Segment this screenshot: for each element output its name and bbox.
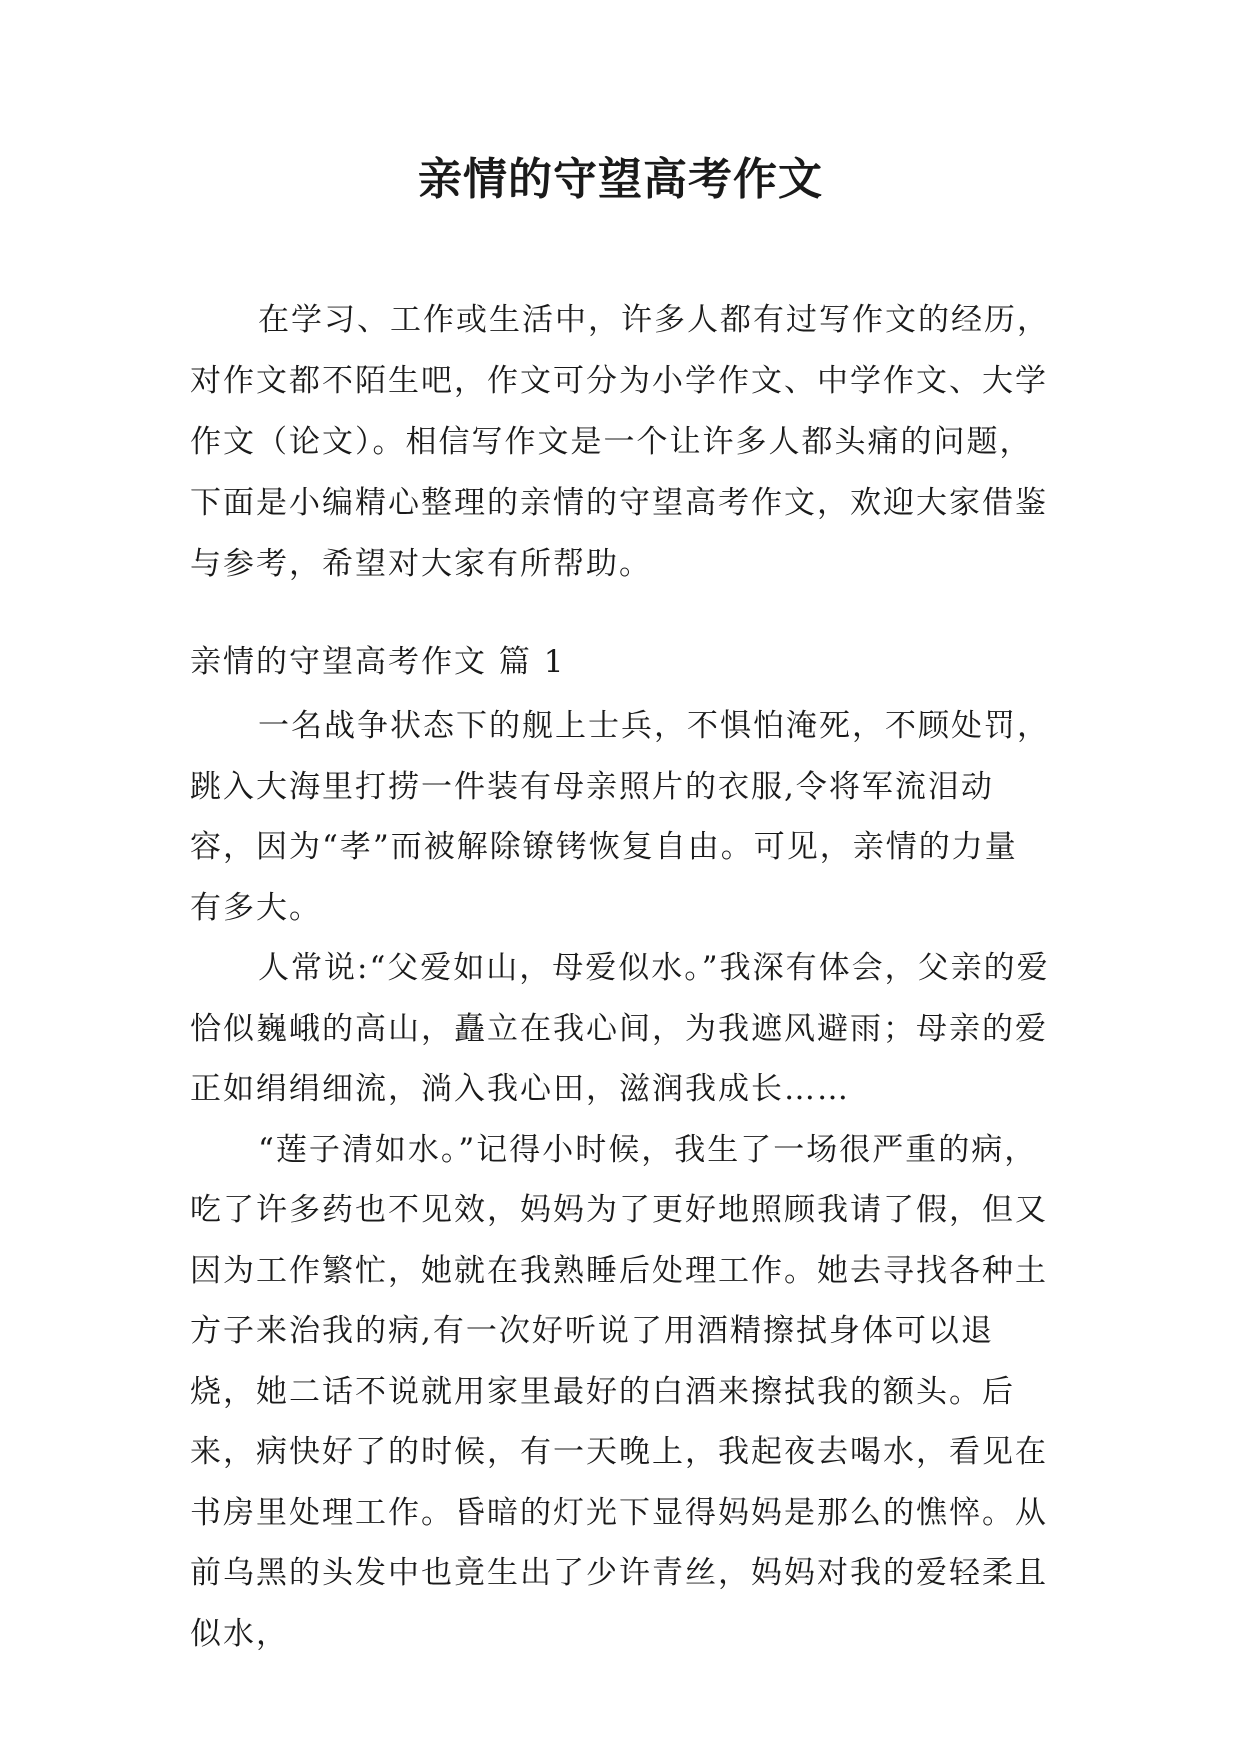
intro-paragraph: 在学习、工作或生活中，许多人都有过写作文的经历，对作文都不陌生吧，作文可分为小学作文、中学作文、大学作文（论文）。相信写作文是一个让许多人都头痛的问题，下面是小编精心整理的亲情的守望高考作文，欢迎大家借鉴与参考，希望对大家有所帮助。 xyxy=(190,302,1050,582)
essay-body xyxy=(190,696,1050,1664)
essay-paragraph: 人常说:“父爱如山，母爱似水。”我深有体会，父亲的爱恰似巍峨的高山，矗立在我心间，为我遮风避雨；母亲的爱正如绢绢细流，淌入我心田，滋润我成长…… xyxy=(190,950,1050,1107)
document-title: 亲情的守望高考作文 xyxy=(418,154,823,205)
essay-paragraph: 一名战争状态下的舰上士兵，不惧怕淹死，不顾处罚，跳入大海里打捞一件装有母亲照片的衣服,令将军流泪动容，因为“孝”而被解除镣铐恢复自由。可见，亲情的力量有多大。 xyxy=(190,708,1050,926)
section-heading: 亲情的守望高考作文 篇 1 xyxy=(190,644,566,680)
intro-block xyxy=(190,290,1050,595)
essay-paragraph: “莲子清如水。”记得小时候，我生了一场很严重的病，吃了许多药也不见效，妈妈为了更好地照顾我请了假，但又因为工作繁忙，她就在我熟睡后处理工作。她去寻找各种土方子来治我的病,有一次好听说了用酒精擦拭身体可以退烧，她二话不说就用家里最好的白酒来擦拭我的额头。后来，病快好了的时候，有一天晚上，我起夜去喝水，看见在书房里处理工作。昏暗的灯光下显得妈妈是那么的憔悴。从前乌黑的头发中也竟生出了少许青丝，妈妈对我的爱轻柔且似水， xyxy=(190,1131,1048,1652)
